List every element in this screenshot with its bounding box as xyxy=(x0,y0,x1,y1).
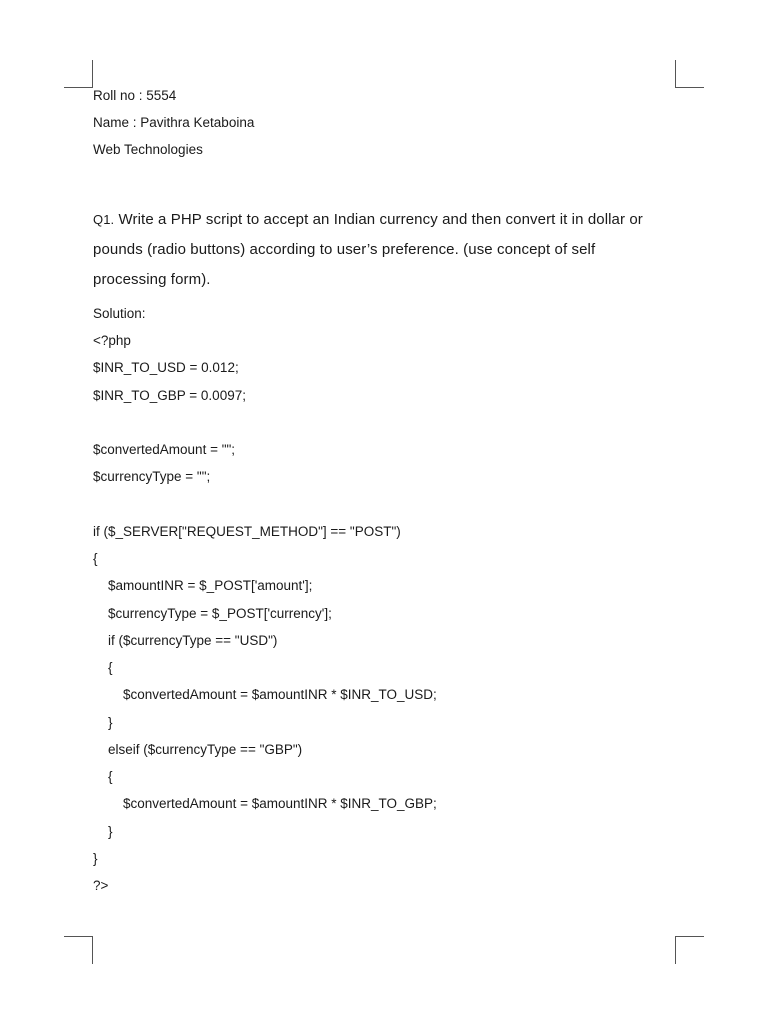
code-line: } xyxy=(93,823,113,839)
code-line: if ($currencyType == "USD") xyxy=(93,632,278,648)
code-line: <?php xyxy=(93,333,131,348)
code-line: $convertedAmount = $amountINR * $INR_TO_GBP; xyxy=(93,796,437,812)
code-line: $amountINR = $_POST['amount']; xyxy=(93,578,313,594)
code-line: elseif ($currencyType == "GBP") xyxy=(93,741,303,757)
code-line xyxy=(93,496,437,523)
code-line xyxy=(93,414,437,441)
student-name: Name : Pavithra Ketaboina xyxy=(93,115,255,130)
code-line: $convertedAmount = ""; xyxy=(93,442,236,457)
crop-mark-bottom-left-horizontal xyxy=(64,936,93,937)
crop-mark-top-right-horizontal xyxy=(675,87,704,88)
code-line: $currencyType = ""; xyxy=(93,469,211,485)
code-line: } xyxy=(93,850,98,866)
code-line: $currencyType = $_POST['currency']; xyxy=(93,605,332,621)
subject-title: Web Technologies xyxy=(93,142,203,157)
code-line: { xyxy=(93,660,113,675)
code-line: $INR_TO_GBP = 0.0097; xyxy=(93,387,246,403)
question-text: Write a PHP script to accept an Indian currency and then convert it in dollar or pounds (radio buttons) according to user’s preference. (use concept of self processing form). xyxy=(93,211,643,288)
question-paragraph xyxy=(93,205,673,295)
roll-number: Roll no : 5554 xyxy=(93,88,177,103)
code-line: $convertedAmount = $amountINR * $INR_TO_USD; xyxy=(93,687,437,703)
crop-mark-bottom-right-horizontal xyxy=(675,936,704,937)
code-block xyxy=(93,332,437,904)
code-line: { xyxy=(93,769,113,784)
code-line: ?> xyxy=(93,878,109,893)
crop-mark-bottom-left-vertical xyxy=(92,936,93,964)
solution-label: Solution: xyxy=(93,306,146,321)
code-line: } xyxy=(93,714,113,730)
code-line: $INR_TO_USD = 0.012; xyxy=(93,360,239,376)
crop-mark-top-right-vertical xyxy=(675,60,676,88)
crop-mark-top-left-vertical xyxy=(92,60,93,88)
crop-mark-top-left-horizontal xyxy=(64,87,93,88)
code-line: if ($_SERVER["REQUEST_METHOD"] == "POST") xyxy=(93,523,401,539)
crop-mark-bottom-right-vertical xyxy=(675,936,676,964)
code-line: { xyxy=(93,551,98,566)
question-number: Q1. xyxy=(93,212,115,227)
